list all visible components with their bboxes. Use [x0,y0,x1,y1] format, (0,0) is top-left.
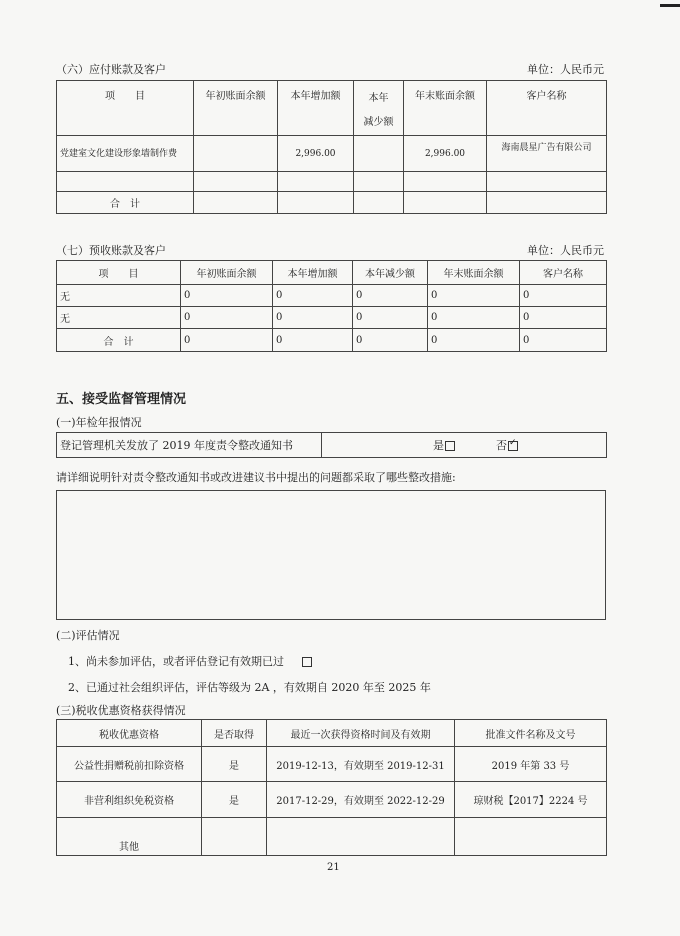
table-row [57,818,607,856]
total-label: 合 计 [57,329,181,352]
header-opening: 年初账面余额 [194,81,278,136]
total-customer: 0 [520,329,607,352]
evaluation-line2: 2、已通过社会组织评估，评估等级为 2A ，有效期自 2020 年至 2025 年 [68,681,431,694]
total-increase: 0 [273,329,353,352]
no-label: 否 [496,439,507,452]
tax-obtained: 是 [202,782,267,818]
row-increase: 2,996.00 [278,136,354,172]
total-decrease [354,192,404,214]
annual-title: (一)年检年报情况 [56,416,142,429]
evaluation-title: (二)评估情况 [56,629,120,642]
tax-qualification: 其他 [57,818,202,856]
header-closing: 年末账面余额 [428,261,520,285]
evaluation-line1-text: 1、尚未参加评估，或者评估登记有效期已过 [68,655,284,668]
tax-obtained [202,818,267,856]
row-closing: 2,996.00 [404,136,487,172]
section7-unit: 单位：人民币元 [527,244,604,257]
row-opening: 0 [181,307,273,329]
annual-notice-table [56,432,607,458]
row-increase [278,172,354,192]
header-decrease [354,81,404,136]
rectification-box[interactable] [56,490,606,620]
row-item: 党建室文化建设形象墙制作费 [57,136,194,172]
tax-document: 琼财税【2017】2224 号 [455,782,607,818]
row-customer: 海南晨星广告有限公司 [487,136,607,172]
tax-obtained: 是 [202,747,267,782]
row-closing: 0 [428,307,520,329]
tax-period: 2017-12-29，有效期至 2022-12-29 [267,782,455,818]
table-row [57,172,607,192]
table-row [57,747,607,782]
total-opening [194,192,278,214]
section6-header [56,62,604,78]
section7-title: （七）预收账款及客户 [56,244,166,257]
header-increase: 本年增加额 [278,81,354,136]
header-decrease: 本年减少额 [353,261,428,285]
row-opening [194,172,278,192]
annual-answer [322,433,607,458]
tax-header-document: 批准文件名称及文号 [455,720,607,747]
row-decrease: 0 [353,285,428,307]
evaluation-line1 [68,653,312,669]
total-decrease: 0 [353,329,428,352]
total-increase [278,192,354,214]
tax-header-period: 最近一次获得资格时间及有效期 [267,720,455,747]
tax-title: (三)税收优惠资格获得情况 [56,704,186,717]
tax-qualification: 非营利组织免税资格 [57,782,202,818]
header-closing: 年末账面余额 [404,81,487,136]
row-customer [487,172,607,192]
scan-corner-mark [660,4,680,7]
yes-checkbox[interactable] [445,441,455,451]
table-row [57,782,607,818]
header-decrease-line2: 减少额 [363,117,394,128]
row-item [57,172,194,192]
table-header-row [57,261,607,285]
total-row [57,192,607,214]
header-item: 项 目 [57,81,194,136]
row-decrease: 0 [353,307,428,329]
table-header-row [57,81,607,136]
tax-header-obtained: 是否取得 [202,720,267,747]
header-customer: 客户名称 [520,261,607,285]
tax-period: 2019-12-13，有效期至 2019-12-31 [267,747,455,782]
page-number: 21 [327,862,340,873]
row-decrease [354,136,404,172]
rectification-prompt: 请详细说明针对责令整改通知书或改进建议书中提出的问题都采取了哪些整改措施: [56,471,456,484]
header-increase: 本年增加额 [273,261,353,285]
header-item: 项 目 [57,261,181,285]
table-row [57,136,607,172]
row-opening: 0 [181,285,273,307]
tax-document [455,818,607,856]
total-closing: 0 [428,329,520,352]
row-item: 无 [57,307,181,329]
total-closing [404,192,487,214]
row-item: 无 [57,285,181,307]
total-customer [487,192,607,214]
row-customer: 0 [520,285,607,307]
annual-question: 登记管理机关发放了 2019 年度责令整改通知书 [57,433,322,458]
no-checkbox[interactable] [508,441,518,451]
header-opening: 年初账面余额 [181,261,273,285]
header-customer: 客户名称 [487,81,607,136]
header-decrease-line1: 本年 [368,93,389,104]
tax-document: 2019 年第 33 号 [455,747,607,782]
yes-label: 是 [433,439,444,452]
section6-unit: 单位：人民币元 [527,63,604,76]
evaluation-checkbox[interactable] [302,657,312,667]
section6-title: （六）应付账款及客户 [56,63,166,76]
payables-table [56,80,607,214]
tax-header-qualification: 税收优惠资格 [57,720,202,747]
total-label: 合 计 [57,192,194,214]
row-opening [194,136,278,172]
table-header-row [57,720,607,747]
total-row [57,329,607,352]
total-opening: 0 [181,329,273,352]
row-customer: 0 [520,307,607,329]
section5-heading: 五、接受监督管理情况 [56,392,187,407]
tax-period [267,818,455,856]
tax-qualification: 公益性捐赠税前扣除资格 [57,747,202,782]
tax-table [56,719,607,856]
receipts-table [56,260,607,352]
row-closing: 0 [428,285,520,307]
row-increase: 0 [273,307,353,329]
row-closing [404,172,487,192]
section7-header [56,243,604,259]
table-row [57,307,607,329]
row-decrease [354,172,404,192]
table-row [57,285,607,307]
row-increase: 0 [273,285,353,307]
